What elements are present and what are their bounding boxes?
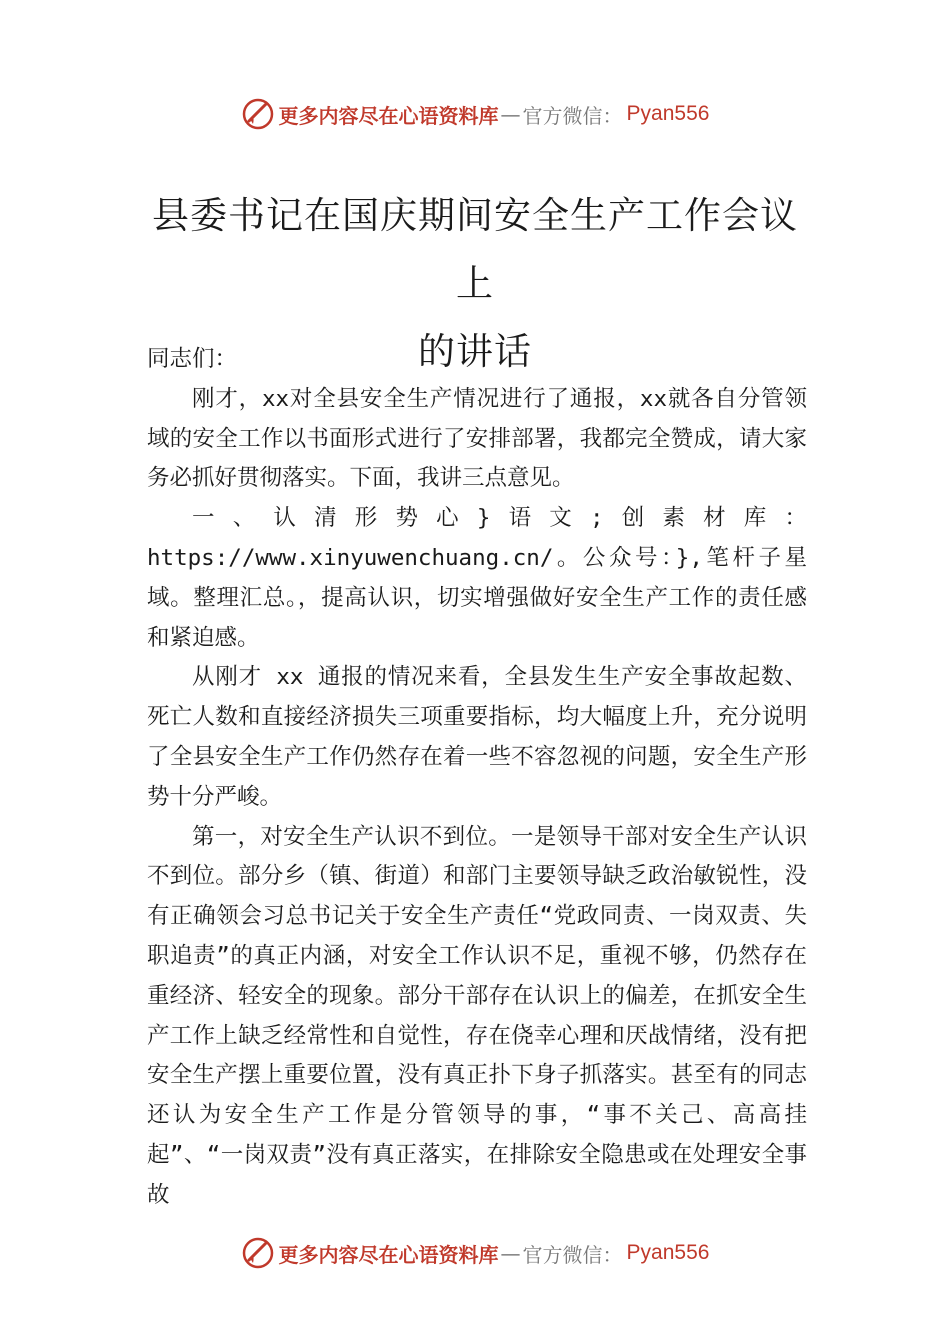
watermark-wechat-id: Pyan556 — [626, 1241, 710, 1264]
watermark-header — [0, 94, 950, 134]
paragraph: 刚才，xx对全县安全生产情况进行了通报，xx就各自分管领域的安全工作以书面形式进行了安排部署，我都完全赞成，请大家务必抓好贯彻落实。下面，我讲三点意见。 — [147, 385, 807, 492]
paragraph: 第一，对安全生产认识不到位。一是领导干部对安全生产认识不到位。部分乡（镇、街道）和部门主要领导缺乏政治敏锐性，没有正确领会习总书记关于安全生产责任“党政同责、一岗双责、失职追责”的真正内涵，对安全工作认识不足，重视不够，仍然存在重经济、轻安全的现象。部分干部存在认识上的偏差，在抓安全生产工作上缺乏经常性和自觉性，存在侥幸心理和厌战情绪，没有把安全生产摆上重要位置，没有真正扑下身子抓落实。甚至有的同志还认为安全生产工作是分管领导的事，“事不关己、高高挂起”、“一岗双责”没有真正落实，在排除安全隐患或在处理安全事故 — [147, 823, 807, 1208]
watermark-brand: 更多内容尽在心语资料库 — [278, 1242, 499, 1267]
title-line-1: 县委书记在国庆期间安全生产工作会议上 — [152, 194, 798, 305]
paragraph: 一、认清形势心}语文;创素材库：https://www.xinyuwenchuang.cn/。公众号：},笔杆子星域。整理汇总。，提高认识，切实增强做好安全生产工作的责任感和紧迫感。 — [147, 505, 807, 651]
title-line-2: 的讲话 — [418, 330, 532, 373]
watermark-footer — [0, 1233, 950, 1273]
paragraph: 从刚才 xx 通报的情况来看，全县发生生产安全事故起数、死亡人数和直接经济损失三项重要指标，均大幅度上升，充分说明了全县安全生产工作仍然存在着一些不容忽视的问题，安全生产形势十分严峻。 — [147, 664, 807, 810]
watermark-brand: 更多内容尽在心语资料库 — [278, 103, 499, 128]
watermark-wechat-label: 官方微信： — [522, 1242, 623, 1267]
document-body — [147, 340, 807, 1216]
watermark-wechat-label: 官方微信： — [522, 103, 623, 128]
brush-logo-icon — [241, 97, 275, 131]
watermark-separator: — — [500, 102, 521, 126]
brush-logo-icon — [241, 1236, 275, 1270]
salutation: 同志们： — [147, 346, 238, 372]
watermark-separator: — — [500, 1241, 521, 1265]
watermark-wechat-id: Pyan556 — [626, 102, 710, 125]
